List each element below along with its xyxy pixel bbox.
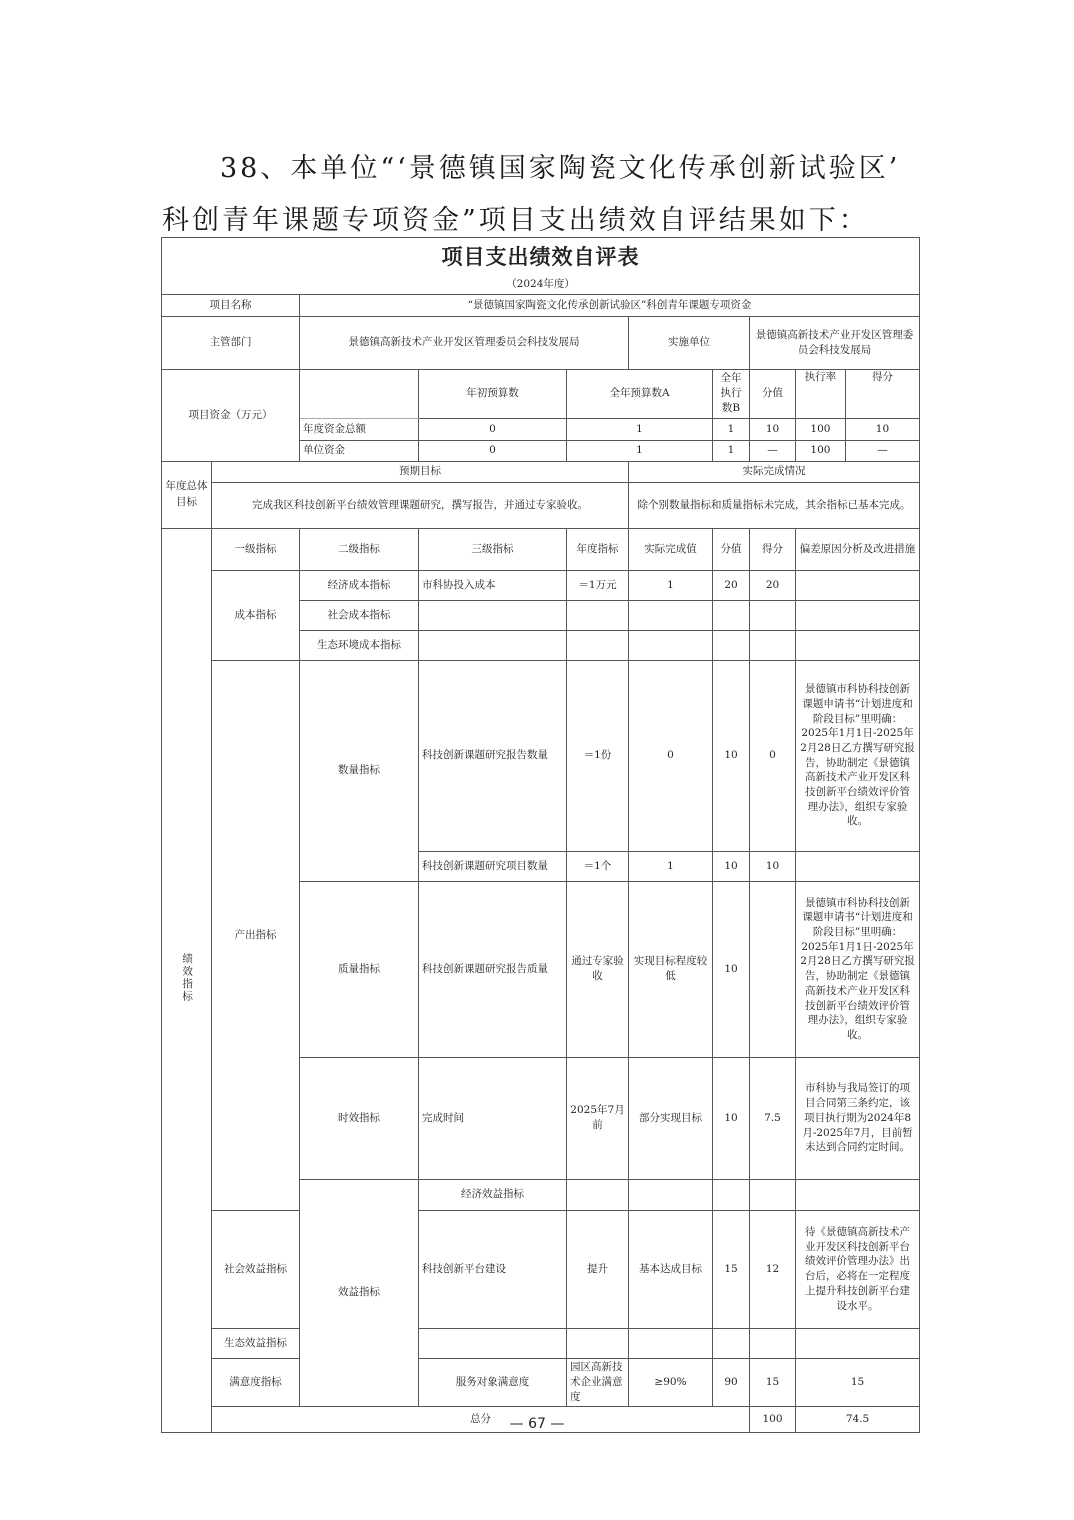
target-cell: 通过专家验收 <box>567 881 629 1057</box>
l1-output: 产出指标 <box>212 660 300 1210</box>
got-cell: 7.5 <box>750 1057 796 1179</box>
goal-expected: 完成我区科技创新平台绩效管理课题研究，撰写报告，并通过专家验收。 <box>212 482 629 528</box>
l3-cell: 科技创新课题研究报告质量 <box>419 881 567 1057</box>
score-cell: 20 <box>713 570 750 600</box>
table-title: 项目支出绩效自评表 <box>162 238 920 276</box>
perf-label: 绩效指标 <box>162 528 212 1433</box>
goal-actual: 除个别数量指标和质量指标未完成，其余指标已基本完成。 <box>629 482 920 528</box>
score-cell: 10 <box>713 1057 750 1179</box>
funds-cell: 100 <box>796 419 846 440</box>
note-cell: 景德镇市科协科技创新课题申请书“计划进度和阶段目标”里明确：2025年1月1日-2025年2月28日乙方撰写研究报告，协助制定《景德镇高新技术产业开发区科技创新平台绩效评价管理办法》，组织专家验收。 <box>796 660 920 851</box>
funds-cell: — <box>750 440 796 461</box>
page-number: — 67 — <box>509 1416 565 1432</box>
got-cell: 0 <box>750 660 796 851</box>
col-header: 实际完成值 <box>629 528 713 570</box>
l2-cell: 服务对象满意度 <box>419 1358 567 1407</box>
l3-cell: 科技创新平台建设 <box>419 1210 567 1328</box>
actual-cell: 1 <box>629 570 713 600</box>
dept: 景德镇高新技术产业开发区管理委员会科技发展局 <box>300 317 629 370</box>
funds-cell: 0 <box>419 418 567 440</box>
target-cell: ＝1份 <box>567 660 629 851</box>
l2-cell: 经济成本指标 <box>300 570 419 600</box>
dept-label: 主管部门 <box>162 317 300 370</box>
funds-cell-group <box>796 418 920 440</box>
note-cell <box>796 851 920 881</box>
actual-cell: 部分实现目标 <box>629 1057 713 1179</box>
funds-header: 全年预算数A <box>567 370 713 419</box>
col-header: 二级指标 <box>300 528 419 570</box>
goal-actual-header: 实际完成情况 <box>629 461 920 482</box>
funds-cell: 100 <box>796 441 846 461</box>
actual-cell: 实现目标程度较低 <box>629 881 713 1057</box>
got-cell: 15 <box>796 1358 920 1407</box>
funds-cell: 1 <box>713 440 750 461</box>
total-score: 100 <box>750 1407 796 1433</box>
actual-cell: 90 <box>713 1358 750 1407</box>
l2-cell: 社会成本指标 <box>300 600 419 630</box>
l1-benefit: 效益指标 <box>300 1179 419 1407</box>
target-cell: 2025年7月前 <box>567 1057 629 1179</box>
l2-cell: 生态效益指标 <box>212 1328 300 1358</box>
funds-row-label: 单位资金 <box>300 440 419 461</box>
l3-cell: 科技创新课题研究项目数量 <box>419 851 567 881</box>
got-cell: 20 <box>750 570 796 600</box>
funds-cell: 10 <box>750 418 796 440</box>
table-year: （2024年度） <box>162 276 920 295</box>
l2-social: 社会效益指标 <box>212 1210 300 1328</box>
target-cell: ≥90% <box>629 1358 713 1407</box>
l3-cell: 市科协投入成本 <box>419 570 567 600</box>
l2-quantity: 数量指标 <box>300 660 419 881</box>
goal-label: 年度总体目标 <box>162 461 212 528</box>
note-cell <box>796 570 920 600</box>
l2-timeliness: 时效指标 <box>300 1057 419 1179</box>
note-cell: 景德镇市科协科技创新课题申请书“计划进度和阶段目标”里明确：2025年1月1日-2025年2月28日乙方撰写研究报告，协助制定《景德镇高新技术产业开发区科技创新平台绩效评价管理办法》，组织专家验收。 <box>796 881 920 1057</box>
funds-cell-group <box>796 440 920 461</box>
l3-cell: 园区高新技术企业满意度 <box>567 1358 629 1407</box>
impl-label: 实施单位 <box>629 317 750 370</box>
target-cell: ＝1万元 <box>567 570 629 600</box>
col-header: 三级指标 <box>419 528 567 570</box>
l2-cell: 经济效益指标 <box>419 1179 567 1210</box>
funds-header: 执行率 <box>796 370 846 418</box>
got-cell: 12 <box>750 1210 796 1328</box>
target-cell: 提升 <box>567 1210 629 1328</box>
got-cell <box>750 881 796 1057</box>
project-name-label: 项目名称 <box>162 295 300 317</box>
l1-satisfaction: 满意度指标 <box>212 1358 300 1407</box>
note-cell: 市科协与我局签订的项目合同第三条约定，该项目执行期为2024年8月-2025年7月，目前暂未达到合同约定时间。 <box>796 1057 920 1179</box>
funds-cell: — <box>877 444 888 457</box>
col-header: 偏差原因分析及改进措施 <box>796 528 920 570</box>
score-cell: 10 <box>713 660 750 851</box>
funds-cell: 10 <box>875 422 890 435</box>
funds-label: 项目资金（万元） <box>162 370 300 462</box>
l1-cost: 成本指标 <box>212 570 300 660</box>
funds-cell: 1 <box>567 440 713 461</box>
funds-row-label: 年度资金总额 <box>300 418 419 440</box>
funds-cell: 1 <box>713 418 750 440</box>
actual-cell: 0 <box>629 660 713 851</box>
col-header: 分值 <box>713 528 750 570</box>
l3-cell: 完成时间 <box>419 1057 567 1179</box>
total-label: 总分 <box>212 1407 750 1433</box>
l2-quality: 质量指标 <box>300 881 419 1057</box>
note-cell: 待《景德镇高新技术产业开发区科技创新平台绩效评价管理办法》出台后，必将在一定程度上提升科技创新平台建设水平。 <box>796 1210 920 1328</box>
col-header: 一级指标 <box>212 528 300 570</box>
funds-header: 全年执行数B <box>713 370 750 419</box>
col-header: 得分 <box>750 528 796 570</box>
funds-header: 年初预算数 <box>419 370 567 419</box>
project-name: “景德镇国家陶瓷文化传承创新试验区”科创青年课题专项资金 <box>300 295 920 317</box>
score-cell: 10 <box>713 881 750 1057</box>
funds-header: 得分 <box>871 371 893 383</box>
score-cell: 10 <box>713 851 750 881</box>
got-cell: 10 <box>750 851 796 881</box>
heading-line-1: 38、本单位“‘景德镇国家陶瓷文化传承创新试验区’ <box>220 153 901 184</box>
col-header: 年度指标 <box>567 528 629 570</box>
funds-header: 分值 <box>750 370 796 419</box>
actual-cell: 基本达成目标 <box>629 1210 713 1328</box>
actual-cell: 1 <box>629 851 713 881</box>
target-cell: ＝1个 <box>567 851 629 881</box>
score-cell: 15 <box>750 1358 796 1407</box>
heading-line-2: 科创青年课题专项资金”项目支出绩效自评结果如下： <box>162 205 869 236</box>
l2-cell: 生态环境成本指标 <box>300 630 419 660</box>
impl: 景德镇高新技术产业开发区管理委员会科技发展局 <box>750 317 920 370</box>
funds-header-group <box>796 370 920 419</box>
score-cell: 15 <box>713 1210 750 1328</box>
l3-cell: 科技创新课题研究报告数量 <box>419 660 567 851</box>
total-got: 74.5 <box>796 1407 920 1433</box>
funds-cell: 0 <box>419 440 567 461</box>
goal-expected-header: 预期目标 <box>212 461 629 482</box>
funds-cell: 1 <box>567 418 713 440</box>
